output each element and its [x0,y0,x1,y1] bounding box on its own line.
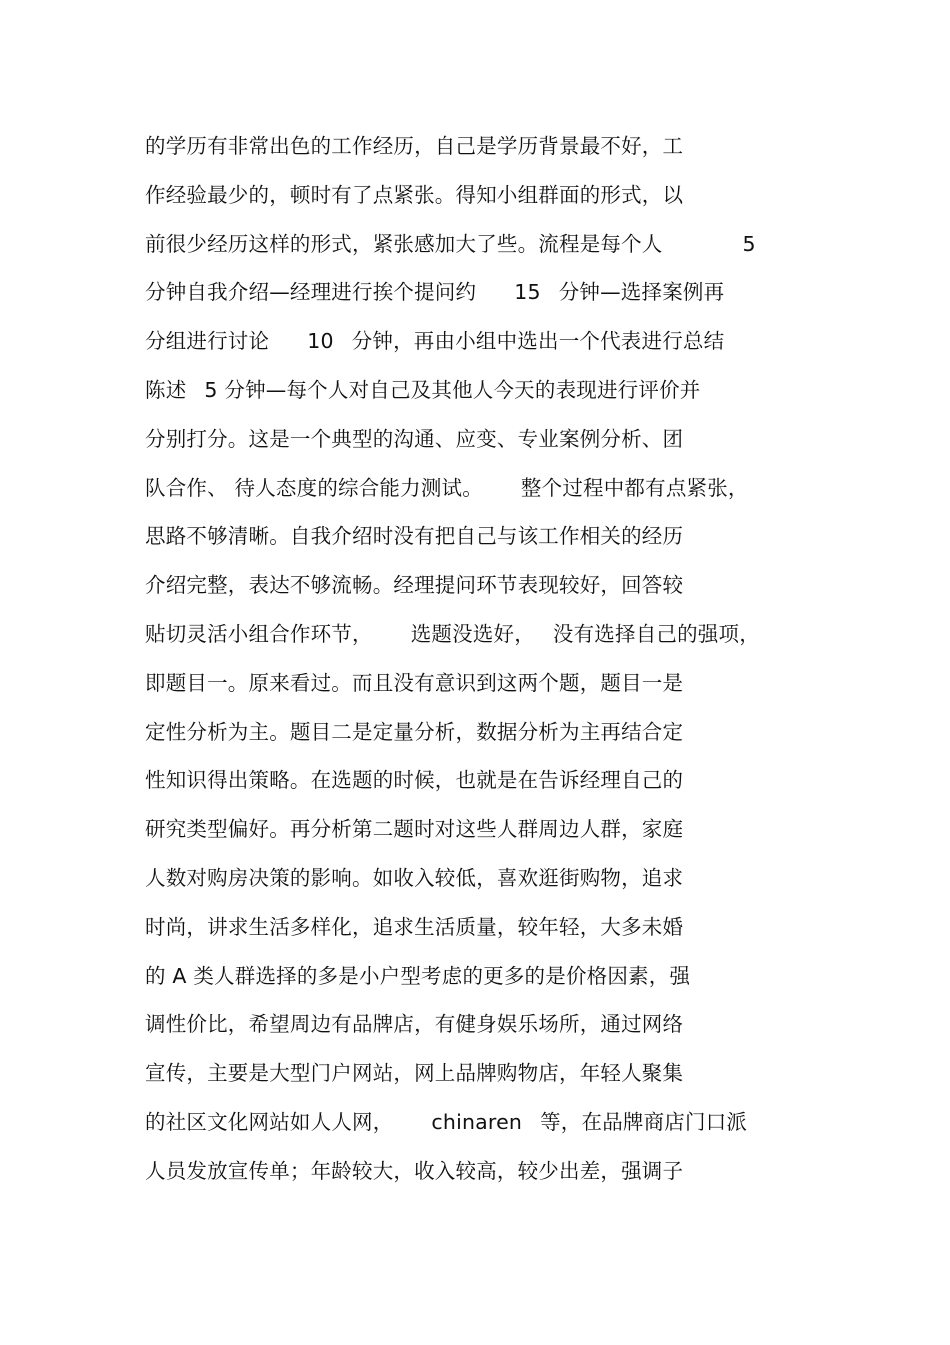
text-span: 分钟—选择案例再 [558,280,725,305]
text-line [145,1147,815,1196]
text-line [145,122,815,171]
text-span: 介绍完整，表达不够流畅。经理提问环节表现较好，回答较 [145,573,684,598]
text-line [145,464,815,513]
text-span: 作经验最少的，顿时有了点紧张。得知小组群面的形式，以 [145,182,684,207]
text-span: 时尚，讲求生活多样化，追求生活质量，较年轻，大多未婚 [145,914,684,939]
text-span: 分组进行讨论 [145,329,270,354]
text-span: 贴切灵活小组合作环节， [145,621,373,646]
text-line [145,220,815,269]
text-span: 5 分钟—每个人对自己及其他人今天的表现进行评价并 [204,377,701,402]
text-span: 前很少经历这样的形式，紧张感加大了些。流程是每个人 [145,231,663,256]
text-line [145,756,815,805]
text-span: 人员发放宣传单；年龄较大，收入较高，较少出差，强调子 [145,1158,684,1183]
text-span: 分钟，再由小组中选出一个代表进行总结 [351,329,725,354]
text-span: 分钟自我介绍—经理进行挨个提问约 [145,280,477,305]
text-line [145,1000,815,1049]
text-span: 10 [307,329,334,354]
text-span: 调性价比，希望周边有品牌店，有健身娱乐场所，通过网络 [145,1012,684,1037]
text-line [145,171,815,220]
body-text [145,122,815,1196]
text-span: 没有选择自己的强项， [552,621,760,646]
text-line [145,805,815,854]
text-line [145,1098,815,1147]
text-span: 的社区文化网站如人人网， [145,1109,394,1134]
text-span: 分别打分。这是一个典型的沟通、应变、专业案例分析、团 [145,426,684,451]
text-line [145,317,815,366]
text-span: 的 A 类人群选择的多是小户型考虑的更多的是价格因素，强 [145,963,691,988]
text-line [145,903,815,952]
text-span: 即题目一。原来看过。而且没有意识到这两个题，题目一是 [145,670,684,695]
text-span: 陈述 [145,377,187,402]
text-line [145,659,815,708]
text-span: 思路不够清晰。自我介绍时没有把自己与该工作相关的经历 [145,524,684,549]
text-span: 宣传，主要是大型门户网站，网上品牌购物店，年轻人聚集 [145,1061,684,1086]
text-line [145,415,815,464]
text-span: 等，在品牌商店门口派 [540,1109,748,1134]
text-span: 整个过程中都有点紧张， [520,475,749,500]
text-span: 5 [742,231,756,256]
text-line [145,708,815,757]
text-line [145,561,815,610]
text-span: 15 [514,280,541,305]
text-line [145,268,815,317]
text-line [145,952,815,1001]
text-line [145,366,815,415]
text-line [145,610,815,659]
text-span: 的学历有非常出色的工作经历，自己是学历背景最不好，工 [145,134,684,158]
text-span: 队合作、 待人态度的综合能力测试。 [145,475,483,500]
text-line [145,1049,815,1098]
text-line [145,512,815,561]
text-span: 选题没选好， [410,621,535,646]
text-span: 研究类型偏好。再分析第二题时对这些人群周边人群，家庭 [145,817,684,842]
text-line [145,854,815,903]
text-span: 定性分析为主。题目二是定量分析，数据分析为主再结合定 [145,719,684,744]
text-span: chinaren [431,1109,523,1134]
text-span: 性知识得出策略。在选题的时候，也就是在告诉经理自己的 [145,768,684,793]
text-span: 人数对购房决策的影响。如收入较低，喜欢逛街购物，追求 [145,865,684,890]
